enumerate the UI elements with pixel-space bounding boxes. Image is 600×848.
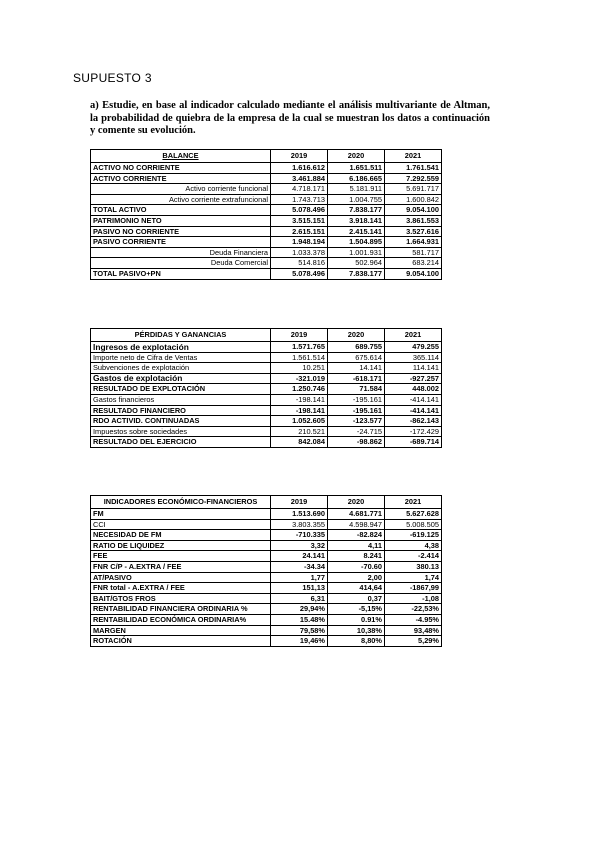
table-row [91, 614, 442, 625]
cell-value: 380.13 [385, 561, 442, 572]
table-row [91, 405, 442, 416]
row-label: PATRIMONIO NETO [91, 215, 271, 226]
table-row [91, 226, 442, 237]
cell-value: 675.614 [328, 352, 385, 363]
page-title: SUPUESTO 3 [73, 71, 152, 85]
cell-value: 210.521 [271, 426, 328, 437]
table-row [91, 636, 442, 647]
table-row [91, 173, 442, 184]
cell-value: 581.717 [385, 247, 442, 258]
header-year: 2020 [328, 150, 385, 163]
cell-value: 24.141 [271, 551, 328, 562]
cell-value: -198.141 [271, 394, 328, 405]
header-year: 2021 [385, 150, 442, 163]
cell-value: -98.862 [328, 437, 385, 448]
cell-value: -22,53% [385, 604, 442, 615]
row-label: Deuda Comercial [91, 258, 271, 269]
cell-value: 4.718.171 [271, 184, 328, 195]
cell-value: 4,11 [328, 540, 385, 551]
cell-value: 365.114 [385, 352, 442, 363]
row-label: RENTABILIDAD ECONÓMICA ORDINARIA% [91, 614, 271, 625]
table-row [91, 572, 442, 583]
table-row [91, 530, 442, 541]
pyg-table [90, 328, 442, 448]
cell-value: 2.415.141 [328, 226, 385, 237]
row-label: RATIO DE LIQUIDEZ [91, 540, 271, 551]
cell-value: 3.803.355 [271, 519, 328, 530]
table-row [91, 625, 442, 636]
cell-value: 0.91% [328, 614, 385, 625]
cell-value: -5,15% [328, 604, 385, 615]
cell-value: 1.651.511 [328, 163, 385, 174]
cell-value: -24.715 [328, 426, 385, 437]
cell-value: 0,37 [328, 593, 385, 604]
cell-value: 8.241 [328, 551, 385, 562]
cell-value: 842.084 [271, 437, 328, 448]
table-row [91, 426, 442, 437]
row-label: TOTAL PASIVO+PN [91, 268, 271, 279]
cell-value: 1.001.931 [328, 247, 385, 258]
cell-value: 1.664.931 [385, 237, 442, 248]
cell-value: -4.95% [385, 614, 442, 625]
row-label: BAIT/GTOS FROS [91, 593, 271, 604]
cell-value: 3.515.151 [271, 215, 328, 226]
cell-value: -2.414 [385, 551, 442, 562]
table-row [91, 268, 442, 279]
cell-value: 14.141 [328, 363, 385, 374]
cell-value: 1.600.842 [385, 194, 442, 205]
cell-value: 1,77 [271, 572, 328, 583]
header-year: 2019 [271, 150, 328, 163]
cell-value: 79,58% [271, 625, 328, 636]
cell-value: 4,38 [385, 540, 442, 551]
cell-value: 683.214 [385, 258, 442, 269]
cell-value: 10.251 [271, 363, 328, 374]
row-label: MARGEN [91, 625, 271, 636]
cell-value: 5.078.496 [271, 268, 328, 279]
table-header-row [91, 150, 442, 163]
cell-value: 10,38% [328, 625, 385, 636]
row-label: TOTAL ACTIVO [91, 205, 271, 216]
cell-value: 479.255 [385, 342, 442, 353]
row-label: ACTIVO NO CORRIENTE [91, 163, 271, 174]
row-label: FNR C/P - A.EXTRA / FEE [91, 561, 271, 572]
table-row [91, 237, 442, 248]
cell-value: 2.615.151 [271, 226, 328, 237]
cell-value: -689.714 [385, 437, 442, 448]
row-label: Gastos de explotación [91, 373, 271, 384]
cell-value: 5.008.505 [385, 519, 442, 530]
header-year: 2020 [328, 496, 385, 509]
table-row [91, 363, 442, 374]
cell-value: 5.691.717 [385, 184, 442, 195]
row-label: CCI [91, 519, 271, 530]
table-row [91, 593, 442, 604]
row-label: ACTIVO CORRIENTE [91, 173, 271, 184]
cell-value: -619.125 [385, 530, 442, 541]
row-label: Impuestos sobre sociedades [91, 426, 271, 437]
cell-value: 3.918.141 [328, 215, 385, 226]
cell-value: 502.964 [328, 258, 385, 269]
row-label: RESULTADO DEL EJERCICIO [91, 437, 271, 448]
cell-value: -710.335 [271, 530, 328, 541]
table-row [91, 583, 442, 594]
cell-value: 7.292.559 [385, 173, 442, 184]
cell-value: 1.948.194 [271, 237, 328, 248]
cell-value: -195.161 [328, 394, 385, 405]
table-row [91, 437, 442, 448]
cell-value: -414.141 [385, 405, 442, 416]
cell-value: 6.186.665 [328, 173, 385, 184]
table-row [91, 342, 442, 353]
table-row [91, 184, 442, 195]
table-row [91, 561, 442, 572]
header-year: 2021 [385, 329, 442, 342]
row-label: RDO ACTIVID. CONTINUADAS [91, 416, 271, 427]
row-label: PASIVO CORRIENTE [91, 237, 271, 248]
cell-value: 9.054.100 [385, 268, 442, 279]
cell-value: 1.743.713 [271, 194, 328, 205]
cell-value: 114.141 [385, 363, 442, 374]
cell-value: -70.60 [328, 561, 385, 572]
cell-value: 19,46% [271, 636, 328, 647]
cell-value: -927.257 [385, 373, 442, 384]
cell-value: 1.561.514 [271, 352, 328, 363]
table-header-row [91, 329, 442, 342]
cell-value: 1.504.895 [328, 237, 385, 248]
table-row [91, 215, 442, 226]
cell-value: -414.141 [385, 394, 442, 405]
row-label: ROTACIÓN [91, 636, 271, 647]
cell-value: 5,29% [385, 636, 442, 647]
row-label: Gastos financieros [91, 394, 271, 405]
cell-value: -1,08 [385, 593, 442, 604]
cell-value: 514.816 [271, 258, 328, 269]
cell-value: 1.004.755 [328, 194, 385, 205]
header-year: 2019 [271, 496, 328, 509]
table-row [91, 163, 442, 174]
cell-value: 1.250.746 [271, 384, 328, 395]
cell-value: 4.598.947 [328, 519, 385, 530]
cell-value: 3.461.884 [271, 173, 328, 184]
row-label: RESULTADO DE EXPLOTACIÓN [91, 384, 271, 395]
table-row [91, 194, 442, 205]
cell-value: -862.143 [385, 416, 442, 427]
balance-table [90, 149, 442, 280]
header-year: 2019 [271, 329, 328, 342]
header-year: 2021 [385, 496, 442, 509]
table-row [91, 509, 442, 520]
cell-value: 1.513.690 [271, 509, 328, 520]
cell-value: -321.019 [271, 373, 328, 384]
row-label: RESULTADO FINANCIERO [91, 405, 271, 416]
cell-value: 7.838.177 [328, 205, 385, 216]
row-label: FNR total - A.EXTRA / FEE [91, 583, 271, 594]
cell-value: 9.054.100 [385, 205, 442, 216]
row-label: NECESIDAD DE FM [91, 530, 271, 541]
cell-value: 15.48% [271, 614, 328, 625]
cell-value: 8,80% [328, 636, 385, 647]
cell-value: 3.861.553 [385, 215, 442, 226]
table-row [91, 258, 442, 269]
cell-value: 29,94% [271, 604, 328, 615]
table-header-row [91, 496, 442, 509]
cell-value: 5.078.496 [271, 205, 328, 216]
table-row [91, 373, 442, 384]
row-label: Importe neto de Cifra de Ventas [91, 352, 271, 363]
table-row [91, 394, 442, 405]
cell-value: -123.577 [328, 416, 385, 427]
row-label: PASIVO NO CORRIENTE [91, 226, 271, 237]
table-row [91, 205, 442, 216]
table-row [91, 540, 442, 551]
cell-value: 1.033.378 [271, 247, 328, 258]
indicadores-table [90, 495, 442, 647]
cell-value: 5.627.628 [385, 509, 442, 520]
cell-value: -172.429 [385, 426, 442, 437]
table-row [91, 551, 442, 562]
cell-value: 689.755 [328, 342, 385, 353]
cell-value: 71.584 [328, 384, 385, 395]
row-label: AT/PASIVO [91, 572, 271, 583]
cell-value: 93,48% [385, 625, 442, 636]
header-label: INDICADORES ECONÓMICO-FINANCIEROS [91, 496, 271, 509]
cell-value: 6,31 [271, 593, 328, 604]
cell-value: 3.527.616 [385, 226, 442, 237]
header-label: PÉRDIDAS Y GANANCIAS [91, 329, 271, 342]
row-label: FM [91, 509, 271, 520]
cell-value: 1.761.541 [385, 163, 442, 174]
cell-value: 1.571.765 [271, 342, 328, 353]
table-row [91, 247, 442, 258]
cell-value: 5.181.911 [328, 184, 385, 195]
cell-value: 414,64 [328, 583, 385, 594]
table-row [91, 384, 442, 395]
row-label: Subvenciones de explotación [91, 363, 271, 374]
cell-value: -34.34 [271, 561, 328, 572]
question-text: a) Estudie, en base al indicador calculado mediante el análisis multivariante de Altman, la probabilidad de quiebra de la empresa de la cual se muestran los datos a continuación y comente su evolución. [90, 100, 490, 136]
row-label: FEE [91, 551, 271, 562]
table-row [91, 519, 442, 530]
cell-value: 448.002 [385, 384, 442, 395]
header-label: BALANCE [91, 150, 271, 163]
header-year: 2020 [328, 329, 385, 342]
row-label: Activo corriente funcional [91, 184, 271, 195]
row-label: Activo corriente extrafuncional [91, 194, 271, 205]
row-label: RENTABILIDAD FINANCIERA ORDINARIA % [91, 604, 271, 615]
cell-value: -195.161 [328, 405, 385, 416]
table-row [91, 352, 442, 363]
cell-value: 7.838.177 [328, 268, 385, 279]
cell-value: 151,13 [271, 583, 328, 594]
cell-value: 1.052.605 [271, 416, 328, 427]
row-label: Ingresos de explotación [91, 342, 271, 353]
cell-value: -82.824 [328, 530, 385, 541]
cell-value: 2,00 [328, 572, 385, 583]
cell-value: 4.681.771 [328, 509, 385, 520]
cell-value: 1,74 [385, 572, 442, 583]
cell-value: -618.171 [328, 373, 385, 384]
table-row [91, 416, 442, 427]
table-row [91, 604, 442, 615]
cell-value: -198.141 [271, 405, 328, 416]
cell-value: 3,32 [271, 540, 328, 551]
cell-value: 1.616.612 [271, 163, 328, 174]
row-label: Deuda Financiera [91, 247, 271, 258]
cell-value: -1867,99 [385, 583, 442, 594]
